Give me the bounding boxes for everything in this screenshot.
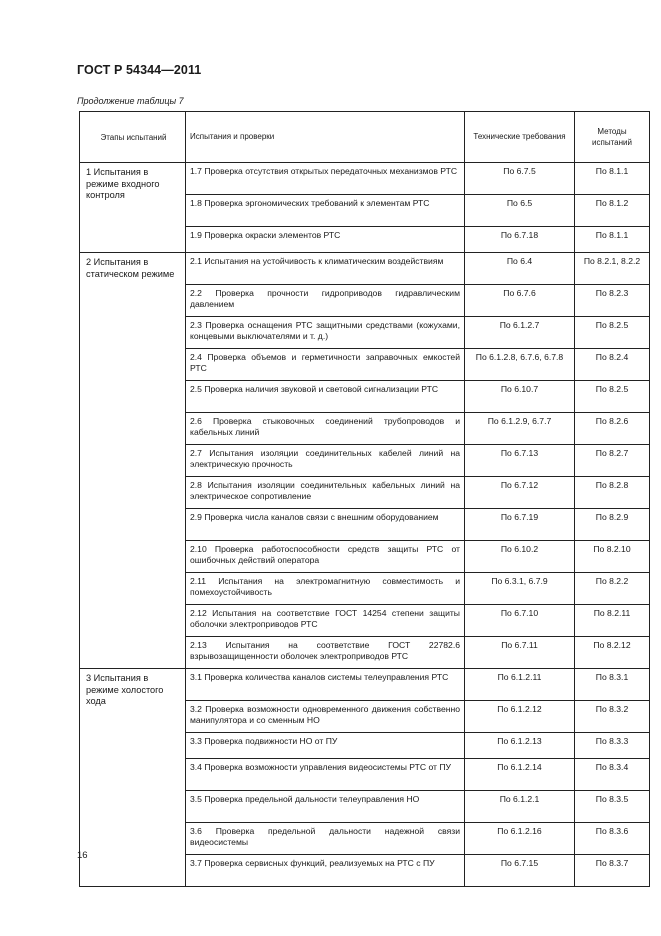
column-header-requirements: Технические требования — [465, 112, 575, 163]
requirement-cell: По 6.1.2.1 — [465, 791, 575, 823]
method-cell: По 8.1.1 — [575, 227, 650, 253]
test-cell: 2.1 Испытания на устойчивость к климатическим воздействиям — [186, 253, 465, 285]
test-cell: 2.11 Испытания на электромагнитную совместимость и помехоустойчивость — [186, 573, 465, 605]
requirement-cell: По 6.7.13 — [465, 445, 575, 477]
page-number: 16 — [77, 850, 88, 861]
method-cell: По 8.2.8 — [575, 477, 650, 509]
method-cell: По 8.2.12 — [575, 637, 650, 669]
method-cell: По 8.3.7 — [575, 855, 650, 887]
table-row — [80, 253, 650, 285]
method-cell: По 8.3.3 — [575, 733, 650, 759]
table-body — [80, 163, 650, 887]
method-cell: По 8.2.11 — [575, 605, 650, 637]
requirement-cell: По 6.1.2.16 — [465, 823, 575, 855]
method-cell: По 8.2.2 — [575, 573, 650, 605]
requirement-cell: По 6.7.15 — [465, 855, 575, 887]
requirement-cell: По 6.10.2 — [465, 541, 575, 573]
test-cell: 3.1 Проверка количества каналов системы телеуправления РТС — [186, 669, 465, 701]
requirement-cell: По 6.1.2.12 — [465, 701, 575, 733]
method-cell: По 8.2.5 — [575, 317, 650, 349]
table-row — [80, 669, 650, 701]
test-cell: 2.9 Проверка числа каналов связи с внешним оборудованием — [186, 509, 465, 541]
requirement-cell: По 6.1.2.13 — [465, 733, 575, 759]
test-cell: 2.2 Проверка прочности гидроприводов гидравлическим давлением — [186, 285, 465, 317]
table-row — [80, 163, 650, 195]
requirement-cell: По 6.7.18 — [465, 227, 575, 253]
method-cell: По 8.2.9 — [575, 509, 650, 541]
test-cell: 1.9 Проверка окраски элементов РТС — [186, 227, 465, 253]
test-cell: 2.10 Проверка работоспособности средств защиты РТС от ошибочных действий оператора — [186, 541, 465, 573]
stage-cell: 3 Испытания в режиме холостого хода — [80, 669, 186, 887]
test-cell: 1.7 Проверка отсутствия открытых передаточных механизмов РТС — [186, 163, 465, 195]
requirement-cell: По 6.1.2.9, 6.7.7 — [465, 413, 575, 445]
document-title: ГОСТ Р 54344—2011 — [77, 63, 202, 77]
test-cell: 3.5 Проверка предельной дальности телеуправления НО — [186, 791, 465, 823]
method-cell: По 8.1.2 — [575, 195, 650, 227]
test-cell: 2.4 Проверка объемов и герметичности заправочных емкостей РТС — [186, 349, 465, 381]
method-cell: По 8.1.1 — [575, 163, 650, 195]
table-caption: Продолжение таблицы 7 — [77, 96, 184, 106]
method-cell: По 8.2.6 — [575, 413, 650, 445]
requirement-cell: По 6.7.6 — [465, 285, 575, 317]
method-cell: По 8.2.7 — [575, 445, 650, 477]
method-cell: По 8.2.4 — [575, 349, 650, 381]
column-header-methods: Методы испытаний — [575, 112, 650, 163]
test-cell: 2.8 Испытания изоляции соединительных кабельных линий на электрическое сопротивление — [186, 477, 465, 509]
requirement-cell: По 6.1.2.7 — [465, 317, 575, 349]
test-cell: 3.4 Проверка возможности управления видеосистемы РТС от ПУ — [186, 759, 465, 791]
method-cell: По 8.3.2 — [575, 701, 650, 733]
test-cell: 2.5 Проверка наличия звуковой и световой сигнализации РТС — [186, 381, 465, 413]
requirement-cell: По 6.7.12 — [465, 477, 575, 509]
method-cell: По 8.2.3 — [575, 285, 650, 317]
requirement-cell: По 6.4 — [465, 253, 575, 285]
method-cell: По 8.3.6 — [575, 823, 650, 855]
test-cell: 2.13 Испытания на соответствие ГОСТ 22782.6 взрывозащищенности оболочек электроприводов РТС — [186, 637, 465, 669]
test-cell: 2.3 Проверка оснащения РТС защитными средствами (кожухами, концевыми выключателями и т. д.) — [186, 317, 465, 349]
stage-cell: 2 Испытания в статическом режиме — [80, 253, 186, 669]
method-cell: По 8.3.5 — [575, 791, 650, 823]
test-cell: 3.3 Проверка подвижности НО от ПУ — [186, 733, 465, 759]
test-cell: 2.7 Испытания изоляции соединительных кабелей линий на электрическую прочность — [186, 445, 465, 477]
test-cell: 2.6 Проверка стыковочных соединений трубопроводов и кабельных линий — [186, 413, 465, 445]
test-cell: 3.6 Проверка предельной дальности надежной связи видеосистемы — [186, 823, 465, 855]
method-cell: По 8.2.1, 8.2.2 — [575, 253, 650, 285]
test-cell: 3.7 Проверка сервисных функций, реализуемых на РТС с ПУ — [186, 855, 465, 887]
test-table — [79, 111, 650, 887]
column-header-test: Испытания и проверки — [186, 112, 465, 163]
method-cell: По 8.2.10 — [575, 541, 650, 573]
requirement-cell: По 6.7.19 — [465, 509, 575, 541]
requirement-cell: По 6.1.2.14 — [465, 759, 575, 791]
method-cell: По 8.2.5 — [575, 381, 650, 413]
requirement-cell: По 6.7.10 — [465, 605, 575, 637]
method-cell: По 8.3.1 — [575, 669, 650, 701]
requirement-cell: По 6.1.2.11 — [465, 669, 575, 701]
table-header-row — [80, 112, 650, 163]
requirement-cell: По 6.3.1, 6.7.9 — [465, 573, 575, 605]
requirement-cell: По 6.1.2.8, 6.7.6, 6.7.8 — [465, 349, 575, 381]
column-header-stage: Этапы испытаний — [80, 112, 186, 163]
requirement-cell: По 6.7.11 — [465, 637, 575, 669]
method-cell: По 8.3.4 — [575, 759, 650, 791]
test-cell: 1.8 Проверка эргономических требований к элементам РТС — [186, 195, 465, 227]
requirement-cell: По 6.5 — [465, 195, 575, 227]
stage-cell: 1 Испытания в режиме входного контроля — [80, 163, 186, 253]
requirement-cell: По 6.7.5 — [465, 163, 575, 195]
requirement-cell: По 6.10.7 — [465, 381, 575, 413]
test-cell: 3.2 Проверка возможности одновременного движения собственно манипулятора и со сменным НО — [186, 701, 465, 733]
test-cell: 2.12 Испытания на соответствие ГОСТ 14254 степени защиты оболочки электроприводов РТС — [186, 605, 465, 637]
